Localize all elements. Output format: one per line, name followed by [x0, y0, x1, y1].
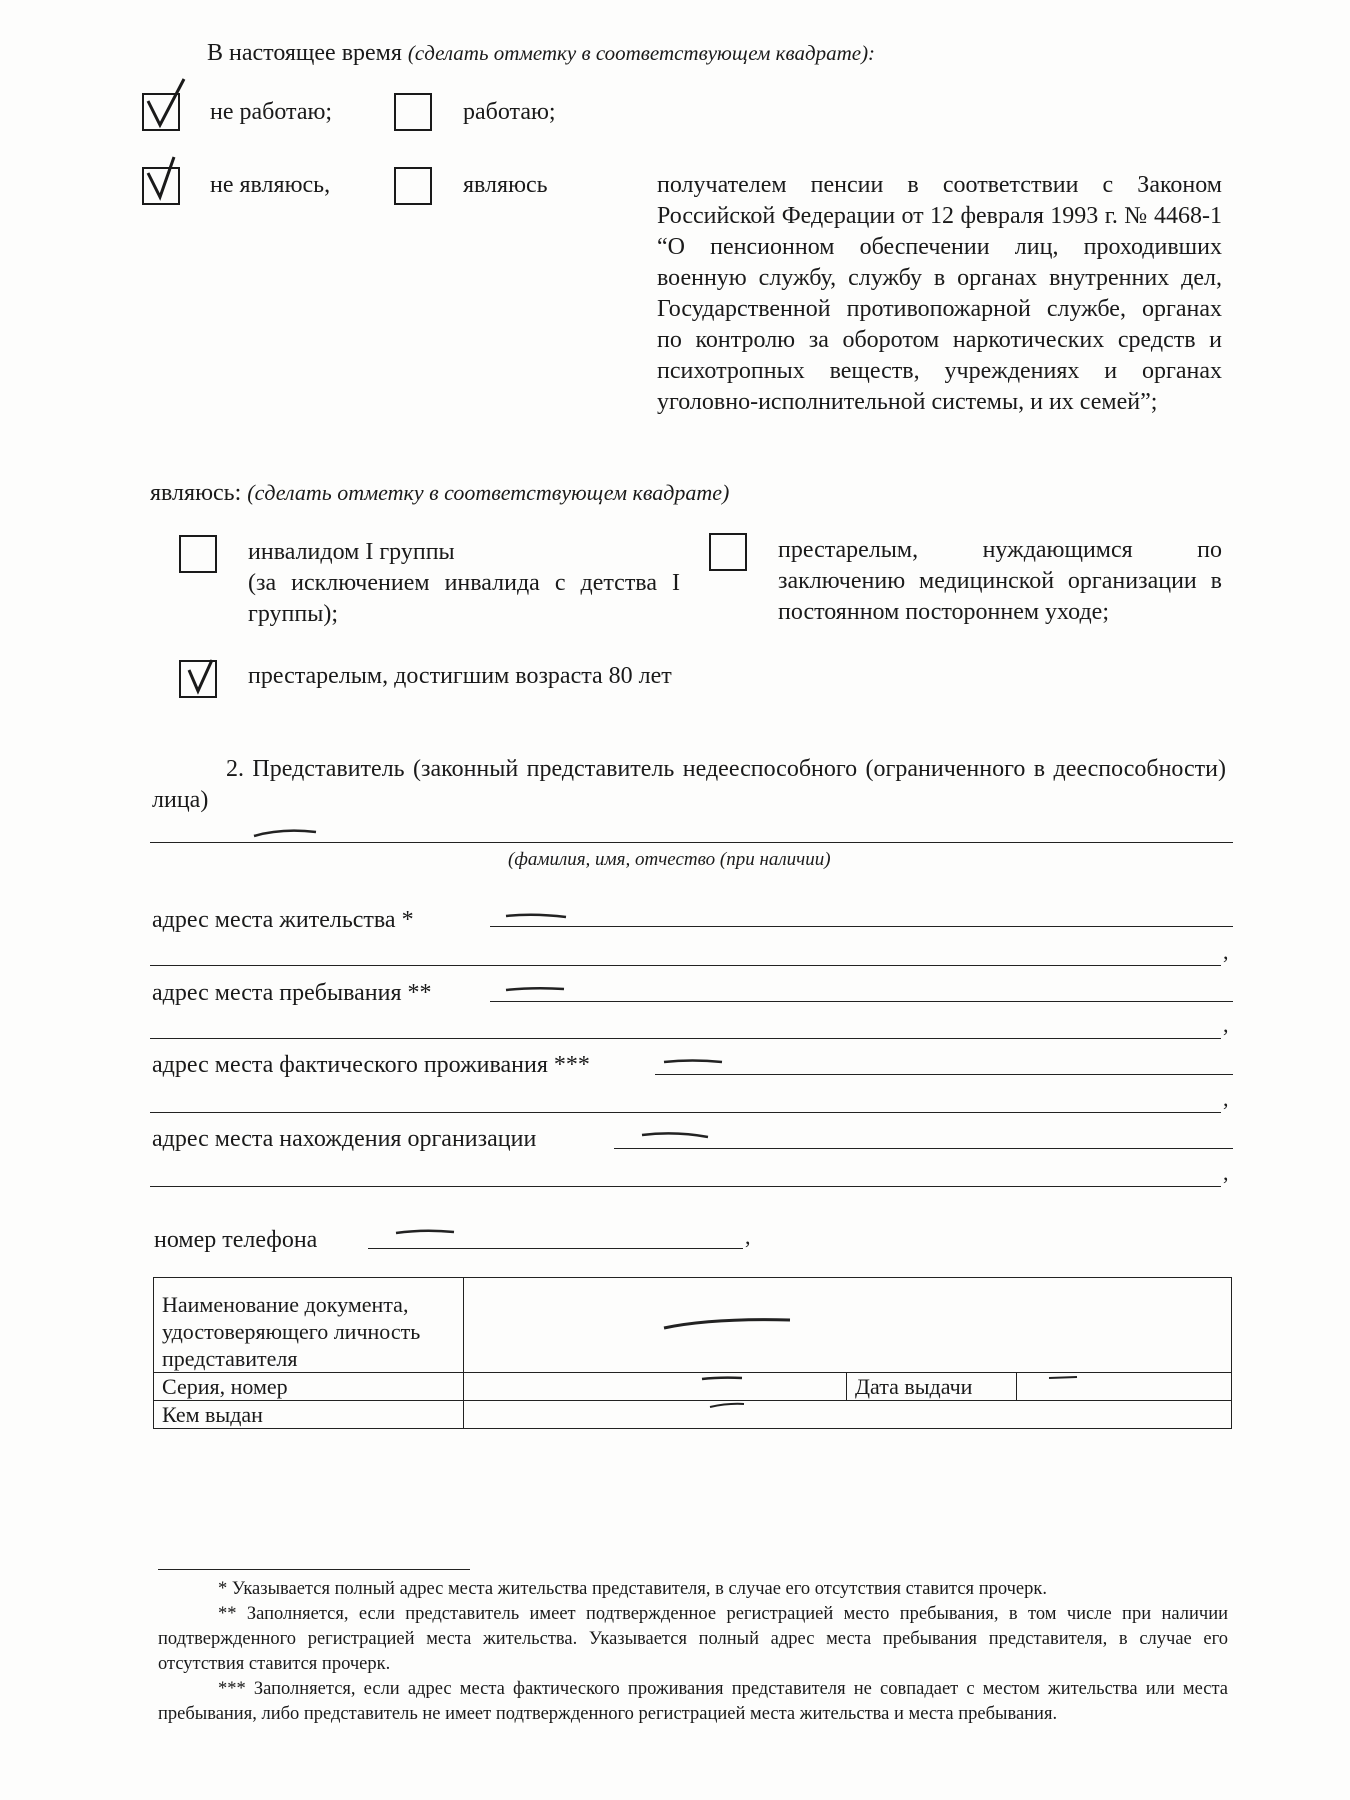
series-number-value[interactable]: [464, 1373, 847, 1401]
series-number-label: Серия, номер: [154, 1373, 464, 1401]
option-disabled-group1-label: инвалидом I группы: [248, 539, 455, 565]
stay-address-line[interactable]: [490, 1001, 1233, 1002]
table-row: [154, 1278, 1232, 1373]
checkbox-not-pensioner[interactable]: [142, 167, 180, 205]
doc-name-label: Наименование документа, удостоверяющего личность представителя: [154, 1278, 464, 1373]
label-working: работаю;: [463, 99, 556, 125]
pension-law-text: получателем пенсии в соответствии с Законом Российской Федерации от 12 февраля 1993 г. № 4468-1 “О пенсионном обеспечении лиц, проходивших военную службу, службу в органах внутренних дел, Государственной противопожарной службе, органах по контролю за оборотом наркотических средств и психотропных веществ, учреждениях и органах уголовно-исполнительной системы, и их семей”;: [657, 172, 1222, 415]
comma: ,: [1223, 1086, 1229, 1111]
category-note: (сделать отметку в соответствующем квадрате): [247, 480, 730, 505]
doc-name-value[interactable]: [464, 1278, 1232, 1373]
handwritten-dash-icon: [1047, 1373, 1107, 1383]
comma: ,: [1223, 1012, 1229, 1037]
handwritten-dash-icon: [252, 828, 322, 840]
footnote-divider: [158, 1569, 470, 1570]
checkmark-icon: [144, 95, 204, 145]
checkbox-working[interactable]: [394, 93, 432, 131]
option-disabled-group1-sub: (за исключением инвалида с детства I группы);: [248, 570, 680, 627]
issue-date-value[interactable]: [1017, 1373, 1232, 1401]
representative-name-line[interactable]: [150, 842, 1233, 843]
handwritten-dash-icon: [700, 1373, 760, 1383]
label-pensioner: являюсь: [463, 172, 548, 198]
comma: ,: [1223, 939, 1229, 964]
checkbox-not-working[interactable]: [142, 93, 180, 131]
handwritten-dash-icon: [394, 1228, 464, 1238]
checkbox-pensioner[interactable]: [394, 167, 432, 205]
table-row: [154, 1401, 1232, 1429]
issued-by-label: Кем выдан: [154, 1401, 464, 1429]
actual-address-line-2[interactable]: [150, 1112, 1221, 1113]
organization-address-label: адрес места нахождения организации: [152, 1126, 537, 1152]
checkmark-icon: [144, 169, 204, 219]
residence-address-label: адрес места жительства *: [152, 907, 414, 933]
footnotes: [158, 1577, 1228, 1727]
id-document-table: [153, 1277, 1232, 1429]
actual-address-line[interactable]: [655, 1074, 1233, 1075]
label-not-pensioner: не являюсь,: [210, 172, 331, 198]
residence-address-line-2[interactable]: [150, 965, 1221, 966]
footnote-2: ** Заполняется, если представитель имеет подтвержденное регистрацией место пребывания, в том числе при наличии подтвержденного регистрацией места жительства. Указывается полный адрес места пребывания представителя, в случае его отсутствия ставится прочерк.: [158, 1604, 1228, 1674]
handwritten-dash-icon: [504, 912, 574, 922]
handwritten-dash-icon: [708, 1401, 768, 1411]
representative-heading: [152, 754, 1226, 816]
option-disabled-group1: [248, 537, 680, 630]
status-intro: [207, 38, 875, 69]
footnote-1: * Указывается полный адрес места жительства представителя, в случае его отсутствия ставится прочерк.: [218, 1579, 1047, 1599]
category-label: являюсь:: [150, 480, 242, 506]
checkbox-elderly-care[interactable]: [709, 533, 747, 571]
organization-address-line-2[interactable]: [150, 1186, 1221, 1187]
residence-address-line[interactable]: [490, 926, 1233, 927]
comma: ,: [745, 1224, 751, 1249]
handwritten-dash-icon: [504, 985, 574, 995]
stay-address-label: адрес места пребывания **: [152, 980, 432, 1006]
issued-by-value[interactable]: [464, 1401, 1232, 1429]
table-row: [154, 1373, 1232, 1401]
comma: ,: [1223, 1160, 1229, 1185]
organization-address-line[interactable]: [614, 1148, 1233, 1149]
option-elderly-80: престарелым, достигшим возраста 80 лет: [248, 663, 672, 689]
option-elderly-care: престарелым, нуждающимся по заключению медицинской организации в постоянном постороннем уходе;: [778, 537, 1222, 625]
representative-name-caption: (фамилия, имя, отчество (при наличии): [508, 849, 831, 870]
status-intro-note: (сделать отметку в соответствующем квадрате):: [407, 41, 876, 65]
handwritten-dash-icon: [662, 1308, 802, 1338]
handwritten-dash-icon: [640, 1131, 720, 1143]
stay-address-line-2[interactable]: [150, 1038, 1221, 1039]
actual-address-label: адрес места фактического проживания ***: [152, 1052, 590, 1078]
representative-heading-text: 2. Представитель (законный представитель недееспособного (ограниченного в дееспособности) лица): [152, 756, 1226, 813]
footnote-3: *** Заполняется, если адрес места фактического проживания представителя не совпадает с местом жительства или места пребывания, либо представитель не имеет подтвержденного регистрацией места жительства и места пребывания.: [158, 1679, 1228, 1724]
phone-label: номер телефона: [154, 1227, 318, 1253]
checkbox-disabled-group1[interactable]: [179, 535, 217, 573]
checkbox-elderly-80[interactable]: [179, 660, 217, 698]
category-intro: [150, 477, 729, 509]
checkmark-icon: [181, 662, 241, 712]
phone-line[interactable]: [368, 1248, 743, 1249]
status-intro-text: В настоящее время: [207, 40, 402, 66]
label-not-working: не работаю;: [210, 99, 333, 125]
handwritten-dash-icon: [662, 1057, 732, 1067]
issue-date-label: Дата выдачи: [847, 1373, 1017, 1401]
